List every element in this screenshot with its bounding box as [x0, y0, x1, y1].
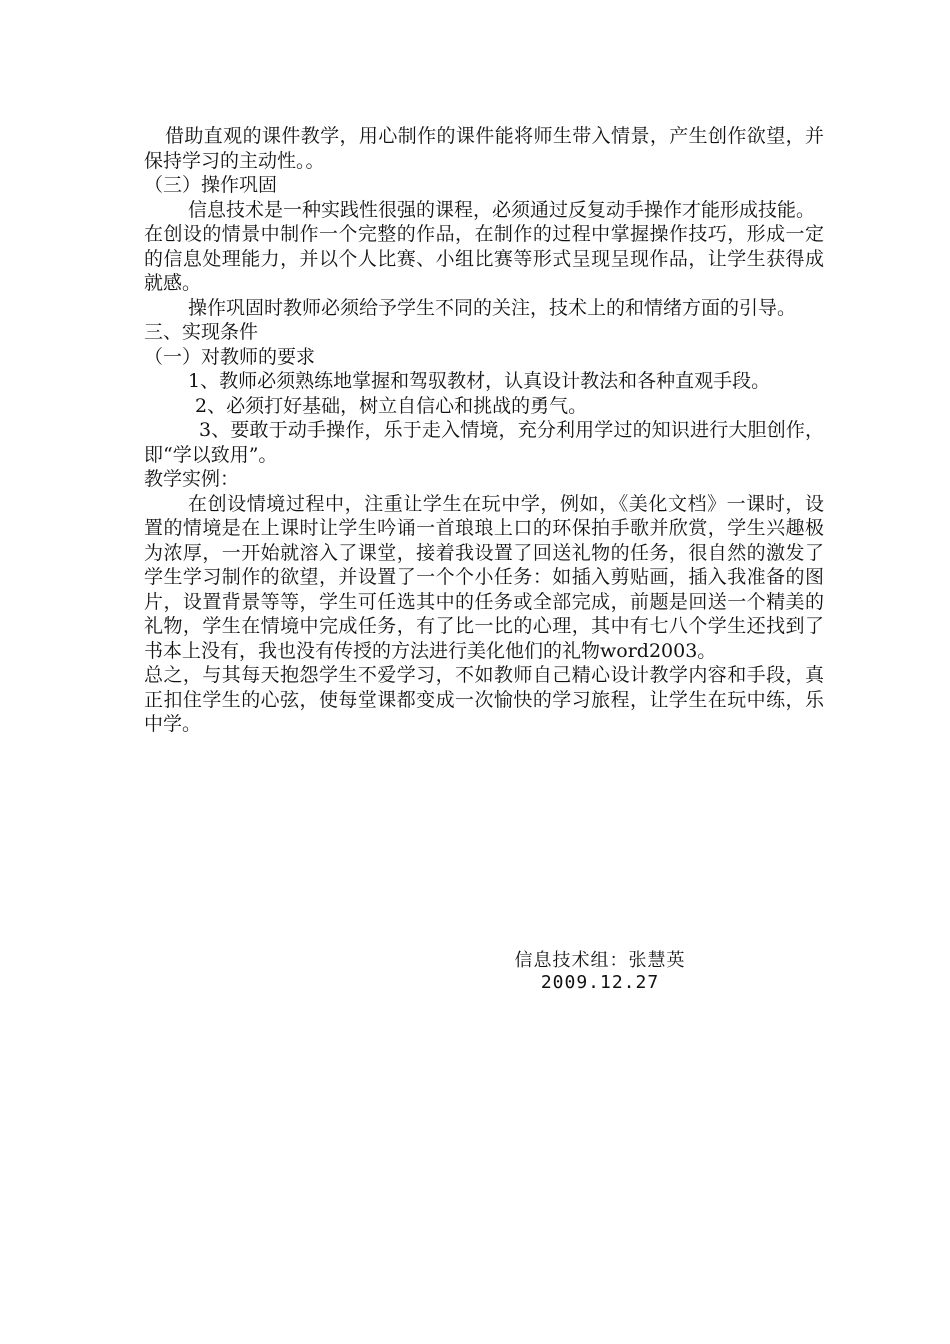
document-body	[144, 124, 824, 737]
paragraph-conclusion: 总之，与其每天抱怨学生不爱学习，不如教师自己精心设计教学内容和手段，真正扣住学生的心弦，使每堂课都变成一次愉快的学习旅程，让学生在玩中练，乐中学。	[144, 664, 824, 735]
paragraph-courseware-teaching: 借助直观的课件教学，用心制作的课件能将师生带入情景，产生创作欲望，并保持学习的主动性。。	[144, 125, 824, 172]
requirement-item-2: 2、必须打好基础，树立自信心和挑战的勇气。	[195, 394, 588, 417]
heading-operation-consolidation: （三）操作巩固	[144, 174, 278, 196]
requirement-item-3: 3、要敢于动手操作，乐于走入情境，充分利用学过的知识进行大胆创作，即“学以致用”。	[144, 419, 824, 466]
heading-implementation-conditions: 三、实现条件	[144, 321, 259, 343]
heading-teaching-example: 教学实例：	[144, 468, 240, 490]
paragraph-complete-work: 在创设的情景中制作一个完整的作品，在制作的过程中掌握操作技巧，形成一定的信息处理能力，并以个人比赛、小组比赛等形式呈现呈现作品，让学生获得成就感。	[144, 223, 824, 294]
paragraph-practice-skills: 信息技术是一种实践性很强的课程，必须通过反复动手操作才能形成技能。	[188, 198, 816, 221]
paragraph-teacher-attention: 操作巩固时教师必须给予学生不同的关注，技术上的和情绪方面的引导。	[188, 296, 797, 319]
signature-author: 信息技术组：张慧英	[514, 950, 686, 971]
requirement-item-1: 1、教师必须熟练地掌握和驾驭教材，认真设计教法和各种直观手段。	[188, 370, 771, 392]
heading-teacher-requirements: （一）对教师的要求	[144, 345, 316, 368]
signature-date: 2009.12.27	[540, 972, 660, 993]
paragraph-teaching-example: 在创设情境过程中，注重让学生在玩中学，例如，《美化文档》一课时，设置的情境是在上课时让学生吟诵一首琅琅上口的环保拍手歌并欣赏，学生兴趣极为浓厚，一开始就溶入了课堂，接着我设置了回送礼物的任务，很自然的激发了学生学习制作的欲望，并设置了一个个小任务：如插入剪贴画，插入我准备的图片，设置背景等等，学生可任选其中的任务或全部完成，前题是回送一个精美的礼物，学生在情境中完成任务，有了比一比的心理，其中有七八个学生还找到了书本上没有，我也没有传授的方法进行美化他们的礼物word2003。	[144, 492, 824, 662]
